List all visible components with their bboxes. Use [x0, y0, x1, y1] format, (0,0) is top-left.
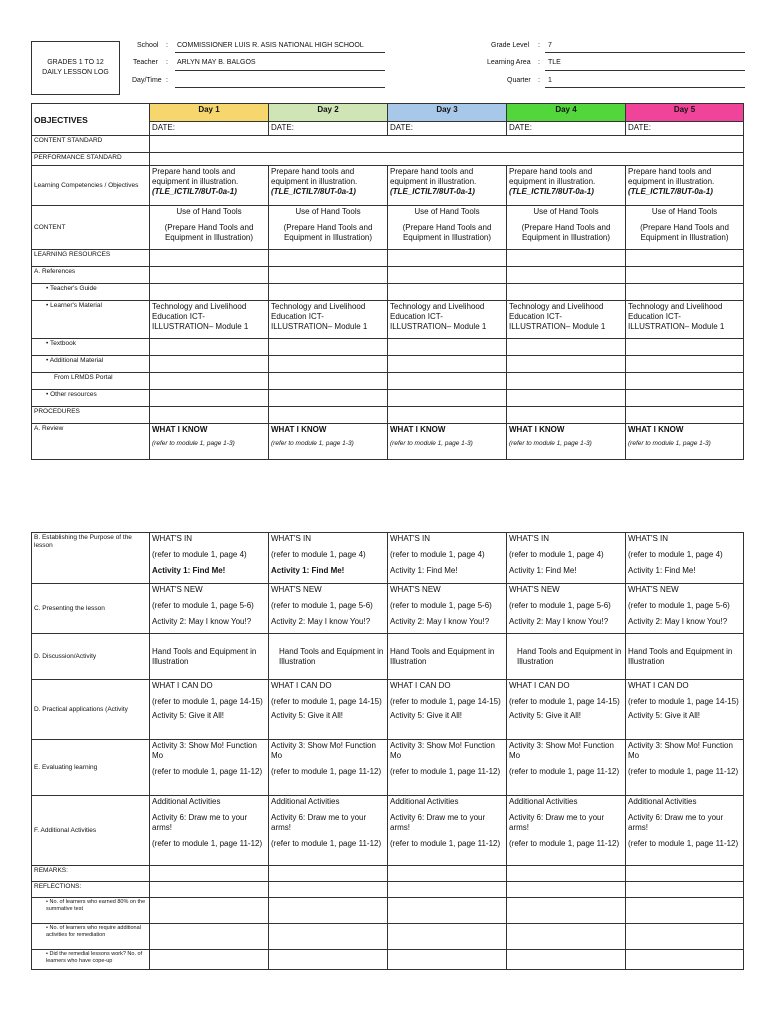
- activity-2: Activity 2: May I know You!?: [271, 617, 371, 626]
- activity-2: Activity 2: May I know You!?: [509, 617, 609, 626]
- competency-text: Prepare hand tools and equipment in illustration.: [271, 167, 358, 186]
- content-cell: [150, 206, 269, 250]
- whats-in: WHAT'S IN: [271, 534, 312, 543]
- empty-cell: [388, 950, 507, 970]
- empty-cell: [388, 898, 507, 924]
- date-cell: DATE:: [269, 122, 388, 136]
- empty-cell: [626, 339, 744, 356]
- competency-code: (TLE_ICTIL7/8UT-0a-1): [271, 187, 356, 196]
- evaluating-cell: [269, 740, 388, 796]
- activity-2: Activity 2: May I know You!?: [628, 617, 728, 626]
- day4-header: Day 4: [507, 104, 626, 122]
- competency-text: Prepare hand tools and equipment in illustration.: [628, 167, 715, 186]
- date-cell: DATE:: [150, 122, 269, 136]
- activity-3: Activity 3: Show Mo! Function Mo: [271, 741, 376, 760]
- ref-page-5-6: (refer to module 1, page 5-6): [152, 601, 254, 610]
- competency-cell: [388, 166, 507, 206]
- what-i-can-do: WHAT I CAN DO: [390, 681, 451, 690]
- empty-cell: [626, 407, 744, 424]
- grade-label: Grade Level: [491, 42, 530, 49]
- evaluating-cell: [507, 740, 626, 796]
- learning-resources-label: LEARNING RESOURCES: [32, 250, 150, 267]
- ref-page-14-15: (refer to module 1, page 14-15): [152, 697, 263, 706]
- quarter-value: 1: [548, 77, 552, 84]
- content-sub: (Prepare Hand Tools and Equipment in Illustration): [640, 223, 729, 242]
- empty-cell: [626, 250, 744, 267]
- empty-cell: [269, 950, 388, 970]
- empty-cell: [150, 267, 269, 284]
- activity-5: Activity 5: Give it All!: [152, 711, 225, 720]
- activity-3: Activity 3: Show Mo! Function Mo: [152, 741, 257, 760]
- establishing-cell: [388, 533, 507, 584]
- teachers-guide-label: [32, 284, 150, 301]
- ref-page-11-12: (refer to module 1, page 11-12): [509, 839, 620, 848]
- content-cell: [507, 206, 626, 250]
- ref-page-5-6: (refer to module 1, page 5-6): [390, 601, 492, 610]
- content-title: Use of Hand Tools: [414, 207, 480, 216]
- references-label: A. References: [32, 267, 150, 284]
- empty-cell: [388, 267, 507, 284]
- what-i-can-do: WHAT I CAN DO: [271, 681, 332, 690]
- activity-1: Activity 1: Find Me!: [271, 566, 345, 575]
- learners-material-text: • Learner's Material: [46, 302, 102, 309]
- learners-material-cell: Technology and Livelihood Education ICT-ILLUSTRATION– Module 1: [388, 301, 507, 339]
- empty-cell: [507, 390, 626, 407]
- review-ref: (refer to module 1, page 1-3): [628, 440, 711, 447]
- daytime-label: Day/Time: [132, 77, 162, 84]
- whats-new: WHAT'S NEW: [390, 585, 441, 594]
- presenting-cell: [388, 584, 507, 634]
- competency-cell: [269, 166, 388, 206]
- activity-6: Activity 6: Draw me to your arms!: [152, 813, 248, 832]
- evaluating-cell: [150, 740, 269, 796]
- empty-cell: [507, 882, 626, 898]
- ref-page-4: (refer to module 1, page 4): [509, 550, 604, 559]
- empty-cell: [388, 866, 507, 882]
- procedures-label: PROCEDURES: [32, 407, 150, 424]
- empty-cell: [507, 267, 626, 284]
- empty-cell: [507, 407, 626, 424]
- lesson-log-table-top: [31, 103, 744, 460]
- what-i-know: WHAT I KNOW: [271, 425, 327, 434]
- ref-page-14-15: (refer to module 1, page 14-15): [271, 697, 382, 706]
- additional-cell: [507, 796, 626, 866]
- empty-cell: [150, 390, 269, 407]
- practical-cell: [388, 680, 507, 740]
- quarter-label: Quarter: [507, 77, 531, 84]
- content-cell: [626, 206, 744, 250]
- empty-cell: [507, 898, 626, 924]
- learners-material-label: [32, 301, 150, 339]
- what-i-know: WHAT I KNOW: [152, 425, 208, 434]
- what-i-can-do: WHAT I CAN DO: [628, 681, 689, 690]
- content-title: Use of Hand Tools: [651, 207, 718, 216]
- competency-text: Prepare hand tools and equipment in illustration.: [152, 167, 239, 186]
- empty-cell: [269, 356, 388, 373]
- additional-cell: [626, 796, 744, 866]
- empty-cell: [269, 390, 388, 407]
- content-title: Use of Hand Tools: [533, 207, 599, 216]
- review-ref: (refer to module 1, page 1-3): [152, 440, 235, 447]
- content-title: Use of Hand Tools: [176, 207, 242, 216]
- empty-cell: [388, 407, 507, 424]
- activity-5: Activity 5: Give it All!: [509, 711, 582, 720]
- presenting-label: C. Presenting the lesson: [32, 584, 150, 634]
- review-cell: [626, 424, 744, 460]
- textbook-label: [32, 339, 150, 356]
- content-sub: (Prepare Hand Tools and Equipment in Illustration): [521, 223, 611, 242]
- review-ref: (refer to module 1, page 1-3): [509, 440, 592, 447]
- content-standard-label: CONTENT STANDARD: [32, 136, 150, 153]
- empty-cell: [626, 356, 744, 373]
- whats-new: WHAT'S NEW: [152, 585, 203, 594]
- content-sub: (Prepare Hand Tools and Equipment in Illustration): [164, 223, 254, 242]
- textbook-text: • Textbook: [46, 340, 76, 347]
- empty-cell: [388, 882, 507, 898]
- ref-page-11-12: (refer to module 1, page 11-12): [271, 839, 382, 848]
- review-ref: (refer to module 1, page 1-3): [271, 440, 354, 447]
- school-value: COMMISSIONER LUIS R. ASIS NATIONAL HIGH SCHOOL: [177, 42, 364, 49]
- additional-cell: [388, 796, 507, 866]
- empty-cell: [388, 284, 507, 301]
- reflection-text-2: • No. of learners who require additional activities for remediation: [46, 925, 141, 938]
- day1-header: Day 1: [150, 104, 269, 122]
- empty-cell: [269, 882, 388, 898]
- discussion-cell: Hand Tools and Equipment in Illustration: [507, 634, 626, 680]
- ref-page-14-15: (refer to module 1, page 14-15): [509, 697, 620, 706]
- lesson-log-table-bottom: [31, 532, 744, 970]
- empty-cell: [626, 898, 744, 924]
- additional-activities: Additional Activities: [390, 797, 459, 806]
- empty-cell: [626, 373, 744, 390]
- ref-page-11-12: (refer to module 1, page 11-12): [152, 839, 263, 848]
- empty-cell: [507, 284, 626, 301]
- empty-cell: [507, 339, 626, 356]
- content-cell: [388, 206, 507, 250]
- evaluating-label: E. Evaluating learning: [32, 740, 150, 796]
- ref-page-14-15: (refer to module 1, page 14-15): [390, 697, 501, 706]
- competency-cell: [507, 166, 626, 206]
- activity-3: Activity 3: Show Mo! Function Mo: [509, 741, 614, 760]
- empty-cell: [269, 284, 388, 301]
- competency-text: Prepare hand tools and equipment in illustration.: [390, 167, 477, 186]
- additional-material-label: [32, 356, 150, 373]
- additional-activities-label: F. Additional Activities: [32, 796, 150, 866]
- empty-cell: [388, 373, 507, 390]
- empty-cell: [150, 284, 269, 301]
- school-label: School: [137, 42, 159, 49]
- empty-cell: [388, 356, 507, 373]
- presenting-cell: [626, 584, 744, 634]
- empty-cell: [269, 267, 388, 284]
- empty-cell: [626, 284, 744, 301]
- whats-in: WHAT'S IN: [390, 534, 431, 543]
- review-ref: (refer to module 1, page 1-3): [390, 440, 473, 447]
- empty-cell: [150, 407, 269, 424]
- empty-cell: [626, 924, 744, 950]
- whats-new: WHAT'S NEW: [628, 585, 679, 594]
- empty-cell: [388, 924, 507, 950]
- empty-cell: [626, 866, 744, 882]
- reflection-text-3: • Did the remedial lessons work? No. of learners who have cope-up: [46, 951, 142, 964]
- empty-cell: [626, 390, 744, 407]
- review-cell: [507, 424, 626, 460]
- empty-cell: [626, 267, 744, 284]
- competency-code: (TLE_ICTIL7/8UT-0a-1): [390, 187, 475, 196]
- teacher-value: ARLYN MAY B. BALGOS: [177, 59, 256, 66]
- discussion-cell: Hand Tools and Equipment in Illustration: [269, 634, 388, 680]
- ref-page-11-12: (refer to module 1, page 11-12): [628, 767, 739, 776]
- day2-header: Day 2: [269, 104, 388, 122]
- empty-cell: [150, 950, 269, 970]
- competency-code: (TLE_ICTIL7/8UT-0a-1): [509, 187, 594, 196]
- additional-material-text: • Additional Material: [46, 357, 103, 364]
- teachers-guide-text: • Teacher's Guide: [46, 285, 97, 292]
- activity-6: Activity 6: Draw me to your arms!: [509, 813, 605, 832]
- ref-page-14-15: (refer to module 1, page 14-15): [628, 697, 739, 706]
- whats-new: WHAT'S NEW: [271, 585, 322, 594]
- ref-page-11-12: (refer to module 1, page 11-12): [390, 767, 501, 776]
- empty-cell: [150, 866, 269, 882]
- empty-cell: [150, 882, 269, 898]
- reflection-text-1: • No. of learners who earned 80% on the summative test: [46, 899, 145, 912]
- lesson-log-title-box: [31, 41, 120, 95]
- school-underline: [175, 52, 385, 53]
- activity-5: Activity 5: Give it All!: [628, 711, 701, 720]
- activity-6: Activity 6: Draw me to your arms!: [390, 813, 486, 832]
- empty-cell: [150, 356, 269, 373]
- empty-cell: [388, 390, 507, 407]
- activity-1: Activity 1: Find Me!: [390, 566, 458, 575]
- presenting-cell: [150, 584, 269, 634]
- activity-2: Activity 2: May I know You!?: [390, 617, 490, 626]
- empty-cell: [507, 373, 626, 390]
- presenting-cell: [507, 584, 626, 634]
- date-cell: DATE:: [388, 122, 507, 136]
- empty-cell: [269, 250, 388, 267]
- date-cell: DATE:: [626, 122, 744, 136]
- content-sub: (Prepare Hand Tools and Equipment in Illustration): [283, 223, 373, 242]
- activity-6: Activity 6: Draw me to your arms!: [271, 813, 367, 832]
- other-resources-label: [32, 390, 150, 407]
- practical-label: D. Practical applications (Activity: [32, 680, 150, 740]
- empty-cell: [269, 924, 388, 950]
- discussion-cell: Hand Tools and Equipment in Illustration: [388, 634, 507, 680]
- grade-underline: [545, 52, 745, 53]
- competency-text: Prepare hand tools and equipment in illustration.: [509, 167, 596, 186]
- empty-cell: [626, 950, 744, 970]
- discussion-label: D. Discussion/Activity: [32, 634, 150, 680]
- content-sub: (Prepare Hand Tools and Equipment in Illustration): [402, 223, 492, 242]
- empty-cell: [388, 250, 507, 267]
- review-cell: [150, 424, 269, 460]
- empty-cell: [269, 339, 388, 356]
- empty-cell: [507, 250, 626, 267]
- practical-cell: [507, 680, 626, 740]
- content-standard-cell: [150, 136, 744, 153]
- ref-page-4: (refer to module 1, page 4): [271, 550, 366, 559]
- establishing-cell: [626, 533, 744, 584]
- content-label: CONTENT: [32, 206, 150, 250]
- establishing-label: B. Establishing the Purpose of the lesson: [32, 533, 150, 584]
- activity-1: Activity 1: Find Me!: [628, 566, 696, 575]
- additional-activities: Additional Activities: [152, 797, 221, 806]
- reflection-item-1: [32, 898, 150, 924]
- lrmds-label: From LRMDS Portal: [32, 373, 150, 390]
- empty-cell: [507, 950, 626, 970]
- activity-2: Activity 2: May I know You!?: [152, 617, 252, 626]
- objectives-header: OBJECTIVES: [32, 104, 150, 136]
- grade-value: 7: [548, 42, 552, 49]
- activity-1: Activity 1: Find Me!: [152, 566, 226, 575]
- empty-cell: [626, 882, 744, 898]
- what-i-know: WHAT I KNOW: [509, 425, 565, 434]
- activity-1: Activity 1: Find Me!: [509, 566, 577, 575]
- activity-6: Activity 6: Draw me to your arms!: [628, 813, 724, 832]
- establishing-cell: [269, 533, 388, 584]
- discussion-cell: Hand Tools and Equipment in Illustration: [150, 634, 269, 680]
- daytime-underline: [175, 87, 385, 88]
- empty-cell: [150, 339, 269, 356]
- teacher-underline: [175, 70, 385, 71]
- day5-header: Day 5: [626, 104, 744, 122]
- learners-material-cell: Technology and Livelihood Education ICT-ILLUSTRATION– Module 1: [150, 301, 269, 339]
- empty-cell: [269, 373, 388, 390]
- day3-header: Day 3: [388, 104, 507, 122]
- ref-page-4: (refer to module 1, page 4): [390, 550, 485, 559]
- review-label: A. Review: [32, 424, 150, 460]
- additional-cell: [269, 796, 388, 866]
- whats-in: WHAT'S IN: [509, 534, 550, 543]
- establishing-cell: [150, 533, 269, 584]
- empty-cell: [507, 866, 626, 882]
- empty-cell: [388, 339, 507, 356]
- ref-page-11-12: (refer to module 1, page 11-12): [390, 839, 501, 848]
- empty-cell: [269, 866, 388, 882]
- whats-in: WHAT'S IN: [628, 534, 669, 543]
- empty-cell: [507, 356, 626, 373]
- additional-cell: [150, 796, 269, 866]
- ref-page-4: (refer to module 1, page 4): [152, 550, 247, 559]
- practical-cell: [150, 680, 269, 740]
- ref-page-11-12: (refer to module 1, page 11-12): [271, 767, 382, 776]
- whats-in: WHAT'S IN: [152, 534, 193, 543]
- activity-3: Activity 3: Show Mo! Function Mo: [390, 741, 495, 760]
- review-cell: [388, 424, 507, 460]
- performance-standard-label: PERFORMANCE STANDARD: [32, 153, 150, 166]
- competency-code: (TLE_ICTIL7/8UT-0a-1): [628, 187, 713, 196]
- ref-page-11-12: (refer to module 1, page 11-12): [628, 839, 739, 848]
- practical-cell: [269, 680, 388, 740]
- other-resources-text: • Other resources: [46, 391, 97, 398]
- what-i-know: WHAT I KNOW: [390, 425, 446, 434]
- ref-page-11-12: (refer to module 1, page 11-12): [152, 767, 263, 776]
- date-cell: DATE:: [507, 122, 626, 136]
- additional-activities: Additional Activities: [509, 797, 578, 806]
- area-value: TLE: [548, 59, 561, 66]
- reflections-label: REFLECTIONS:: [32, 882, 150, 898]
- empty-cell: [150, 250, 269, 267]
- quarter-underline: [545, 87, 745, 88]
- learners-material-cell: Technology and Livelihood Education ICT-ILLUSTRATION– Module 1: [626, 301, 744, 339]
- ref-page-5-6: (refer to module 1, page 5-6): [628, 601, 730, 610]
- what-i-know: WHAT I KNOW: [628, 425, 684, 434]
- remarks-label: REMARKS:: [32, 866, 150, 882]
- competency-cell: [150, 166, 269, 206]
- whats-new: WHAT'S NEW: [509, 585, 560, 594]
- empty-cell: [150, 373, 269, 390]
- content-title: Use of Hand Tools: [295, 207, 361, 216]
- area-underline: [545, 70, 745, 71]
- learners-material-cell: Technology and Livelihood Education ICT-ILLUSTRATION– Module 1: [269, 301, 388, 339]
- practical-cell: [626, 680, 744, 740]
- reflection-item-2: [32, 924, 150, 950]
- competency-cell: [626, 166, 744, 206]
- learners-material-cell: Technology and Livelihood Education ICT-ILLUSTRATION– Module 1: [507, 301, 626, 339]
- additional-activities: Additional Activities: [271, 797, 340, 806]
- presenting-cell: [269, 584, 388, 634]
- content-cell: [269, 206, 388, 250]
- competency-code: (TLE_ICTIL7/8UT-0a-1): [152, 187, 237, 196]
- activity-3: Activity 3: Show Mo! Function Mo: [628, 741, 733, 760]
- area-label: Learning Area: [487, 59, 531, 66]
- ref-page-5-6: (refer to module 1, page 5-6): [271, 601, 373, 610]
- ref-page-11-12: (refer to module 1, page 11-12): [509, 767, 620, 776]
- empty-cell: [150, 924, 269, 950]
- what-i-can-do: WHAT I CAN DO: [152, 681, 213, 690]
- teacher-label: Teacher: [133, 59, 158, 66]
- activity-5: Activity 5: Give it All!: [390, 711, 463, 720]
- establishing-cell: [507, 533, 626, 584]
- evaluating-cell: [388, 740, 507, 796]
- discussion-cell: Hand Tools and Equipment in Illustration: [626, 634, 744, 680]
- review-cell: [269, 424, 388, 460]
- empty-cell: [269, 898, 388, 924]
- performance-standard-cell: [150, 153, 744, 166]
- activity-5: Activity 5: Give it All!: [271, 711, 344, 720]
- empty-cell: [150, 898, 269, 924]
- empty-cell: [269, 407, 388, 424]
- additional-activities: Additional Activities: [628, 797, 697, 806]
- what-i-can-do: WHAT I CAN DO: [509, 681, 570, 690]
- reflection-item-3: [32, 950, 150, 970]
- competencies-label: Learning Competencies / Objectives: [32, 166, 150, 206]
- empty-cell: [507, 924, 626, 950]
- ref-page-4: (refer to module 1, page 4): [628, 550, 723, 559]
- evaluating-cell: [626, 740, 744, 796]
- lesson-log-title: GRADES 1 TO 12 DAILY LESSON LOG: [42, 59, 109, 76]
- ref-page-5-6: (refer to module 1, page 5-6): [509, 601, 611, 610]
